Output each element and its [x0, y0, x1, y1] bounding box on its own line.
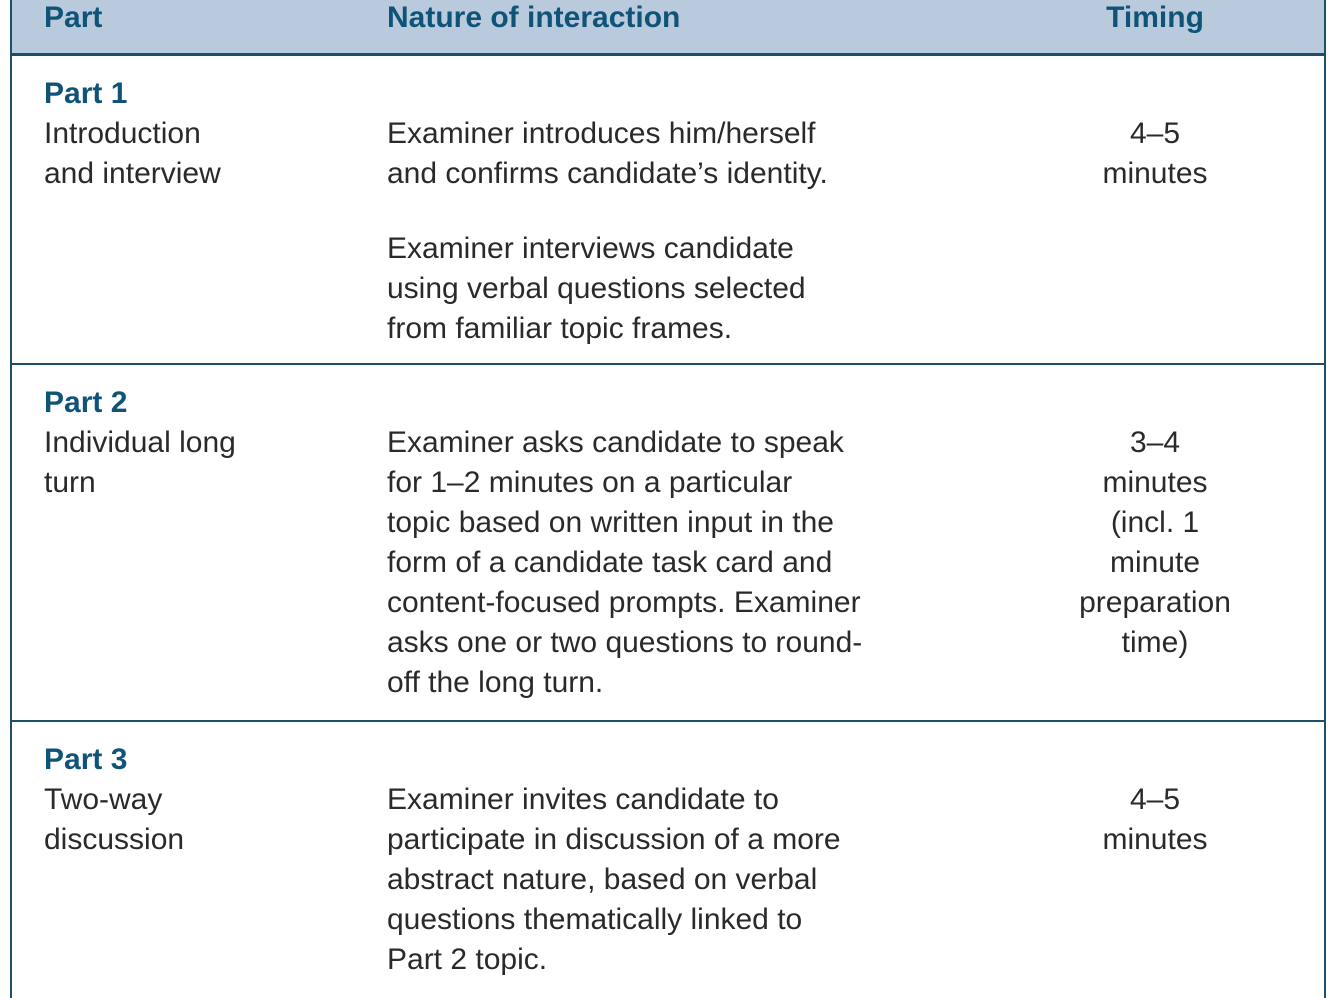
- timing-value: 4–5 minutes: [1102, 783, 1208, 856]
- nature-cell: [387, 114, 967, 349]
- part-cell: [44, 383, 324, 503]
- part-title: Part 3: [44, 743, 128, 776]
- header-part: Part: [44, 1, 103, 34]
- part-title: Part 2: [44, 386, 128, 419]
- timing-cell: [1042, 114, 1268, 194]
- header-nature-of-interaction: Nature of interaction: [387, 1, 681, 34]
- table-row-part-2: [12, 365, 1324, 722]
- speaking-test-table: [10, 0, 1326, 998]
- header-timing: Timing: [1106, 1, 1204, 34]
- timing-value: 4–5 minutes: [1102, 117, 1208, 190]
- nature-cell: [387, 780, 967, 980]
- table-header: [12, 0, 1324, 56]
- part-title: Part 1: [44, 77, 128, 110]
- nature-paragraph: Examiner invites candidate to participate in discussion of a more abstract nature, based on verbal questions thematically linked to Part 2 topic.: [387, 783, 841, 976]
- part-description: Two-way discussion: [44, 783, 185, 856]
- part-cell: [44, 74, 324, 194]
- table-row-part-3: [12, 722, 1324, 998]
- table-row-part-1: [12, 56, 1324, 365]
- timing-value: 3–4 minutes (incl. 1 minute preparation time): [1079, 426, 1231, 659]
- nature-paragraph: Examiner introduces him/herself and confirms candidate’s identity.: [387, 117, 828, 190]
- part-description: Introduction and interview: [44, 117, 221, 190]
- nature-paragraph: Examiner interviews candidate using verbal questions selected from familiar topic frames.: [387, 232, 806, 345]
- part-cell: [44, 740, 324, 860]
- nature-cell: [387, 423, 967, 703]
- timing-cell: [1042, 780, 1268, 860]
- part-description: Individual long turn: [44, 426, 236, 499]
- timing-cell: [1042, 423, 1268, 663]
- nature-paragraph: Examiner asks candidate to speak for 1–2 minutes on a particular topic based on written input in the form of a candidate task card and content-focused prompts. Examiner asks one or two questions to round- off the long turn.: [387, 426, 863, 699]
